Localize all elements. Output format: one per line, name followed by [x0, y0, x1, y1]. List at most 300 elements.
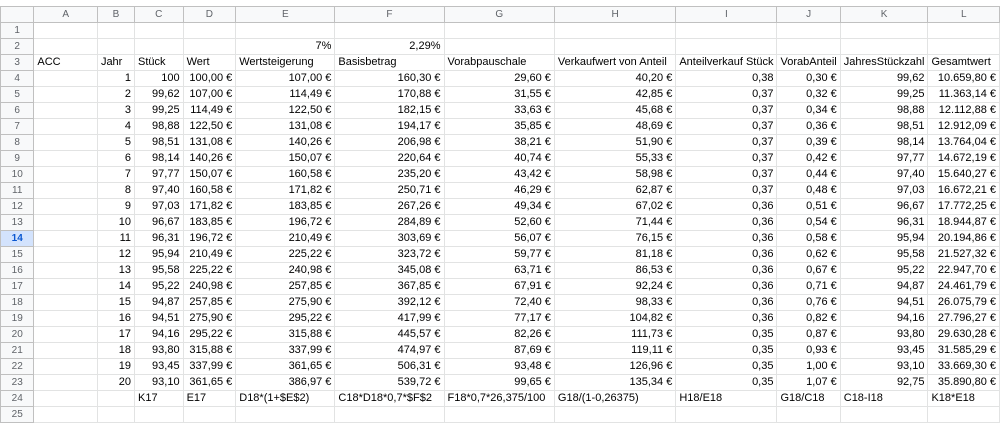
row-header[interactable]: 15 — [1, 247, 34, 263]
cell-k17[interactable]: 94,87 — [840, 279, 928, 295]
cell-a5[interactable] — [34, 87, 98, 103]
cell-l13[interactable]: 18.944,87 € — [928, 215, 1000, 231]
column-header-l[interactable]: L — [928, 7, 1000, 23]
row-header[interactable]: 16 — [1, 263, 34, 279]
cell-b4[interactable]: 1 — [97, 71, 134, 87]
cell-h9[interactable]: 55,33 € — [554, 151, 675, 167]
cell-l18[interactable]: 26.075,79 € — [928, 295, 1000, 311]
cell-j8[interactable]: 0,39 € — [777, 135, 840, 151]
cell-j16[interactable]: 0,67 € — [777, 263, 840, 279]
cell-g6[interactable]: 33,63 € — [444, 103, 554, 119]
cell-e8[interactable]: 140,26 € — [236, 135, 335, 151]
cell-k19[interactable]: 94,16 — [840, 311, 928, 327]
cell-k2[interactable] — [840, 39, 928, 55]
cell-b18[interactable]: 15 — [97, 295, 134, 311]
cell-i15[interactable]: 0,36 — [676, 247, 777, 263]
cell-k15[interactable]: 95,58 — [840, 247, 928, 263]
cell-i5[interactable]: 0,37 — [676, 87, 777, 103]
cell-i21[interactable]: 0,35 — [676, 343, 777, 359]
cell-k7[interactable]: 98,51 — [840, 119, 928, 135]
cell-k10[interactable]: 97,40 — [840, 167, 928, 183]
cell-c6[interactable]: 99,25 — [135, 103, 184, 119]
cell-d13[interactable]: 183,85 € — [183, 215, 236, 231]
cell-l2[interactable] — [928, 39, 1000, 55]
cell-d24[interactable]: E17 — [183, 391, 236, 407]
cell-i16[interactable]: 0,36 — [676, 263, 777, 279]
cell-g16[interactable]: 63,71 € — [444, 263, 554, 279]
cell-c12[interactable]: 97,03 — [135, 199, 184, 215]
cell-l19[interactable]: 27.796,27 € — [928, 311, 1000, 327]
cell-i4[interactable]: 0,38 — [676, 71, 777, 87]
cell-h4[interactable]: 40,20 € — [554, 71, 675, 87]
cell-c17[interactable]: 95,22 — [135, 279, 184, 295]
cell-g22[interactable]: 93,48 € — [444, 359, 554, 375]
cell-c8[interactable]: 98,51 — [135, 135, 184, 151]
cell-k11[interactable]: 97,03 — [840, 183, 928, 199]
cell-i23[interactable]: 0,35 — [676, 375, 777, 391]
row-header[interactable]: 11 — [1, 183, 34, 199]
cell-l5[interactable]: 11.363,14 € — [928, 87, 1000, 103]
cell-f1[interactable] — [335, 23, 444, 39]
cell-d9[interactable]: 140,26 € — [183, 151, 236, 167]
cell-a3[interactable]: ACC — [34, 55, 98, 71]
cell-i10[interactable]: 0,37 — [676, 167, 777, 183]
cell-d2[interactable] — [183, 39, 236, 55]
cell-b24[interactable] — [97, 391, 134, 407]
cell-h6[interactable]: 45,68 € — [554, 103, 675, 119]
row-header[interactable]: 12 — [1, 199, 34, 215]
cell-b5[interactable]: 2 — [97, 87, 134, 103]
cell-a10[interactable] — [34, 167, 98, 183]
cell-g8[interactable]: 38,21 € — [444, 135, 554, 151]
cell-j9[interactable]: 0,42 € — [777, 151, 840, 167]
cell-b1[interactable] — [97, 23, 134, 39]
cell-b10[interactable]: 7 — [97, 167, 134, 183]
cell-h18[interactable]: 98,33 € — [554, 295, 675, 311]
cell-e10[interactable]: 160,58 € — [236, 167, 335, 183]
cell-f25[interactable] — [335, 407, 444, 423]
cell-g7[interactable]: 35,85 € — [444, 119, 554, 135]
cell-d1[interactable] — [183, 23, 236, 39]
cell-j14[interactable]: 0,58 € — [777, 231, 840, 247]
cell-i22[interactable]: 0,35 — [676, 359, 777, 375]
cell-e6[interactable]: 122,50 € — [236, 103, 335, 119]
cell-c23[interactable]: 93,10 — [135, 375, 184, 391]
cell-h20[interactable]: 111,73 € — [554, 327, 675, 343]
cell-d17[interactable]: 240,98 € — [183, 279, 236, 295]
row-header[interactable]: 3 — [1, 55, 34, 71]
column-header-k[interactable]: K — [840, 7, 928, 23]
cell-a2[interactable] — [34, 39, 98, 55]
cell-b14[interactable]: 11 — [97, 231, 134, 247]
cell-c7[interactable]: 98,88 — [135, 119, 184, 135]
cell-d19[interactable]: 275,90 € — [183, 311, 236, 327]
cell-c9[interactable]: 98,14 — [135, 151, 184, 167]
cell-h25[interactable] — [554, 407, 675, 423]
row-header[interactable]: 20 — [1, 327, 34, 343]
cell-a22[interactable] — [34, 359, 98, 375]
cell-e11[interactable]: 171,82 € — [236, 183, 335, 199]
cell-g11[interactable]: 46,29 € — [444, 183, 554, 199]
cell-i25[interactable] — [676, 407, 777, 423]
cell-c15[interactable]: 95,94 — [135, 247, 184, 263]
cell-a24[interactable] — [34, 391, 98, 407]
cell-b16[interactable]: 13 — [97, 263, 134, 279]
cell-c10[interactable]: 97,77 — [135, 167, 184, 183]
cell-f14[interactable]: 303,69 € — [335, 231, 444, 247]
cell-c24[interactable]: K17 — [135, 391, 184, 407]
cell-j5[interactable]: 0,32 € — [777, 87, 840, 103]
cell-e14[interactable]: 210,49 € — [236, 231, 335, 247]
row-header[interactable]: 13 — [1, 215, 34, 231]
cell-e24[interactable]: D18*(1+$E$2) — [236, 391, 335, 407]
cell-c11[interactable]: 97,40 — [135, 183, 184, 199]
cell-c19[interactable]: 94,51 — [135, 311, 184, 327]
cell-a11[interactable] — [34, 183, 98, 199]
column-header-g[interactable]: G — [444, 7, 554, 23]
select-all-corner[interactable] — [1, 7, 34, 23]
cell-f19[interactable]: 417,99 € — [335, 311, 444, 327]
cell-c18[interactable]: 94,87 — [135, 295, 184, 311]
column-header-h[interactable]: H — [554, 7, 675, 23]
cell-g14[interactable]: 56,07 € — [444, 231, 554, 247]
cell-i2[interactable] — [676, 39, 777, 55]
cell-d6[interactable]: 114,49 € — [183, 103, 236, 119]
cell-j7[interactable]: 0,36 € — [777, 119, 840, 135]
cell-h22[interactable]: 126,96 € — [554, 359, 675, 375]
cell-c16[interactable]: 95,58 — [135, 263, 184, 279]
cell-i13[interactable]: 0,36 — [676, 215, 777, 231]
cell-b9[interactable]: 6 — [97, 151, 134, 167]
cell-a4[interactable] — [34, 71, 98, 87]
cell-k22[interactable]: 93,10 — [840, 359, 928, 375]
cell-c14[interactable]: 96,31 — [135, 231, 184, 247]
cell-j22[interactable]: 1,00 € — [777, 359, 840, 375]
cell-c22[interactable]: 93,45 — [135, 359, 184, 375]
cell-e16[interactable]: 240,98 € — [236, 263, 335, 279]
cell-i19[interactable]: 0,36 — [676, 311, 777, 327]
cell-l22[interactable]: 33.669,30 € — [928, 359, 1000, 375]
cell-f4[interactable]: 160,30 € — [335, 71, 444, 87]
cell-b6[interactable]: 3 — [97, 103, 134, 119]
cell-j25[interactable] — [777, 407, 840, 423]
cell-k24[interactable]: C18-I18 — [840, 391, 928, 407]
cell-l17[interactable]: 24.461,79 € — [928, 279, 1000, 295]
cell-b22[interactable]: 19 — [97, 359, 134, 375]
cell-h5[interactable]: 42,85 € — [554, 87, 675, 103]
cell-a23[interactable] — [34, 375, 98, 391]
cell-k21[interactable]: 93,45 — [840, 343, 928, 359]
cell-f21[interactable]: 474,97 € — [335, 343, 444, 359]
cell-d7[interactable]: 122,50 € — [183, 119, 236, 135]
cell-f9[interactable]: 220,64 € — [335, 151, 444, 167]
row-header[interactable]: 14 — [1, 231, 34, 247]
cell-h3[interactable]: Verkaufwert von Anteil — [554, 55, 675, 71]
cell-l9[interactable]: 14.672,19 € — [928, 151, 1000, 167]
cell-j10[interactable]: 0,44 € — [777, 167, 840, 183]
cell-e20[interactable]: 315,88 € — [236, 327, 335, 343]
cell-d5[interactable]: 107,00 € — [183, 87, 236, 103]
cell-g21[interactable]: 87,69 € — [444, 343, 554, 359]
cell-k25[interactable] — [840, 407, 928, 423]
cell-g13[interactable]: 52,60 € — [444, 215, 554, 231]
cell-g17[interactable]: 67,91 € — [444, 279, 554, 295]
cell-f10[interactable]: 235,20 € — [335, 167, 444, 183]
cell-g15[interactable]: 59,77 € — [444, 247, 554, 263]
cell-j23[interactable]: 1,07 € — [777, 375, 840, 391]
cell-f20[interactable]: 445,57 € — [335, 327, 444, 343]
cell-d12[interactable]: 171,82 € — [183, 199, 236, 215]
cell-d14[interactable]: 196,72 € — [183, 231, 236, 247]
cell-c3[interactable]: Stück — [135, 55, 184, 71]
cell-h7[interactable]: 48,69 € — [554, 119, 675, 135]
cell-k14[interactable]: 95,94 — [840, 231, 928, 247]
cell-l7[interactable]: 12.912,09 € — [928, 119, 1000, 135]
cell-j17[interactable]: 0,71 € — [777, 279, 840, 295]
cell-d15[interactable]: 210,49 € — [183, 247, 236, 263]
cell-g23[interactable]: 99,65 € — [444, 375, 554, 391]
cell-h23[interactable]: 135,34 € — [554, 375, 675, 391]
cell-h2[interactable] — [554, 39, 675, 55]
cell-f11[interactable]: 250,71 € — [335, 183, 444, 199]
cell-d20[interactable]: 295,22 € — [183, 327, 236, 343]
cell-f23[interactable]: 539,72 € — [335, 375, 444, 391]
cell-i17[interactable]: 0,36 — [676, 279, 777, 295]
cell-i7[interactable]: 0,37 — [676, 119, 777, 135]
cell-l12[interactable]: 17.772,25 € — [928, 199, 1000, 215]
cell-h19[interactable]: 104,82 € — [554, 311, 675, 327]
cell-f6[interactable]: 182,15 € — [335, 103, 444, 119]
column-header-j[interactable]: J — [777, 7, 840, 23]
cell-b3[interactable]: Jahr — [97, 55, 134, 71]
row-header[interactable]: 23 — [1, 375, 34, 391]
cell-b21[interactable]: 18 — [97, 343, 134, 359]
cell-c2[interactable] — [135, 39, 184, 55]
cell-f16[interactable]: 345,08 € — [335, 263, 444, 279]
cell-j13[interactable]: 0,54 € — [777, 215, 840, 231]
cell-a9[interactable] — [34, 151, 98, 167]
cell-f13[interactable]: 284,89 € — [335, 215, 444, 231]
cell-e7[interactable]: 131,08 € — [236, 119, 335, 135]
cell-a16[interactable] — [34, 263, 98, 279]
cell-b11[interactable]: 8 — [97, 183, 134, 199]
cell-h1[interactable] — [554, 23, 675, 39]
column-header-f[interactable]: F — [335, 7, 444, 23]
row-header[interactable]: 8 — [1, 135, 34, 151]
cell-c13[interactable]: 96,67 — [135, 215, 184, 231]
row-header[interactable]: 19 — [1, 311, 34, 327]
cell-l15[interactable]: 21.527,32 € — [928, 247, 1000, 263]
cell-j21[interactable]: 0,93 € — [777, 343, 840, 359]
cell-a12[interactable] — [34, 199, 98, 215]
cell-l1[interactable] — [928, 23, 1000, 39]
column-header-a[interactable]: A — [34, 7, 98, 23]
cell-a14[interactable] — [34, 231, 98, 247]
row-header[interactable]: 7 — [1, 119, 34, 135]
cell-l10[interactable]: 15.640,27 € — [928, 167, 1000, 183]
cell-l21[interactable]: 31.585,29 € — [928, 343, 1000, 359]
row-header[interactable]: 18 — [1, 295, 34, 311]
cell-h14[interactable]: 76,15 € — [554, 231, 675, 247]
cell-h8[interactable]: 51,90 € — [554, 135, 675, 151]
cell-b2[interactable] — [97, 39, 134, 55]
cell-e9[interactable]: 150,07 € — [236, 151, 335, 167]
cell-d11[interactable]: 160,58 € — [183, 183, 236, 199]
cell-c25[interactable] — [135, 407, 184, 423]
cell-k9[interactable]: 97,77 — [840, 151, 928, 167]
cell-f15[interactable]: 323,72 € — [335, 247, 444, 263]
cell-k1[interactable] — [840, 23, 928, 39]
cell-i12[interactable]: 0,36 — [676, 199, 777, 215]
row-header[interactable]: 21 — [1, 343, 34, 359]
cell-d8[interactable]: 131,08 € — [183, 135, 236, 151]
row-header[interactable]: 5 — [1, 87, 34, 103]
cell-j6[interactable]: 0,34 € — [777, 103, 840, 119]
cell-g9[interactable]: 40,74 € — [444, 151, 554, 167]
cell-e1[interactable] — [236, 23, 335, 39]
cell-k5[interactable]: 99,25 — [840, 87, 928, 103]
row-header[interactable]: 24 — [1, 391, 34, 407]
cell-b23[interactable]: 20 — [97, 375, 134, 391]
cell-h17[interactable]: 92,24 € — [554, 279, 675, 295]
cell-l4[interactable]: 10.659,80 € — [928, 71, 1000, 87]
cell-h13[interactable]: 71,44 € — [554, 215, 675, 231]
cell-i18[interactable]: 0,36 — [676, 295, 777, 311]
cell-i3[interactable]: Anteilverkauf Stück — [676, 55, 777, 71]
cell-e15[interactable]: 225,22 € — [236, 247, 335, 263]
column-header-i[interactable]: I — [676, 7, 777, 23]
cell-g18[interactable]: 72,40 € — [444, 295, 554, 311]
column-header-c[interactable]: C — [135, 7, 184, 23]
cell-a1[interactable] — [34, 23, 98, 39]
cell-k3[interactable]: JahresStückzahl — [840, 55, 928, 71]
cell-k20[interactable]: 93,80 — [840, 327, 928, 343]
row-header[interactable]: 9 — [1, 151, 34, 167]
cell-e13[interactable]: 196,72 € — [236, 215, 335, 231]
cell-j18[interactable]: 0,76 € — [777, 295, 840, 311]
cell-k16[interactable]: 95,22 — [840, 263, 928, 279]
cell-c20[interactable]: 94,16 — [135, 327, 184, 343]
cell-k8[interactable]: 98,14 — [840, 135, 928, 151]
cell-l11[interactable]: 16.672,21 € — [928, 183, 1000, 199]
cell-e23[interactable]: 386,97 € — [236, 375, 335, 391]
cell-d22[interactable]: 337,99 € — [183, 359, 236, 375]
cell-d25[interactable] — [183, 407, 236, 423]
cell-l8[interactable]: 13.764,04 € — [928, 135, 1000, 151]
cell-i9[interactable]: 0,37 — [676, 151, 777, 167]
cell-i14[interactable]: 0,36 — [676, 231, 777, 247]
cell-a6[interactable] — [34, 103, 98, 119]
cell-d4[interactable]: 100,00 € — [183, 71, 236, 87]
cell-j4[interactable]: 0,30 € — [777, 71, 840, 87]
cell-b13[interactable]: 10 — [97, 215, 134, 231]
cell-f5[interactable]: 170,88 € — [335, 87, 444, 103]
cell-a19[interactable] — [34, 311, 98, 327]
row-header[interactable]: 10 — [1, 167, 34, 183]
cell-g10[interactable]: 43,42 € — [444, 167, 554, 183]
cell-l3[interactable]: Gesamtwert — [928, 55, 1000, 71]
cell-i24[interactable]: H18/E18 — [676, 391, 777, 407]
cell-g5[interactable]: 31,55 € — [444, 87, 554, 103]
cell-d23[interactable]: 361,65 € — [183, 375, 236, 391]
cell-f24[interactable]: C18*D18*0,7*$F$2 — [335, 391, 444, 407]
cell-j24[interactable]: G18/C18 — [777, 391, 840, 407]
cell-c21[interactable]: 93,80 — [135, 343, 184, 359]
row-header[interactable]: 17 — [1, 279, 34, 295]
cell-e22[interactable]: 361,65 € — [236, 359, 335, 375]
cell-k23[interactable]: 92,75 — [840, 375, 928, 391]
cell-f2[interactable]: 2,29% — [335, 39, 444, 55]
cell-j20[interactable]: 0,87 € — [777, 327, 840, 343]
cell-f17[interactable]: 367,85 € — [335, 279, 444, 295]
cell-e25[interactable] — [236, 407, 335, 423]
column-header-d[interactable]: D — [183, 7, 236, 23]
row-header[interactable]: 6 — [1, 103, 34, 119]
cell-e5[interactable]: 114,49 € — [236, 87, 335, 103]
cell-a20[interactable] — [34, 327, 98, 343]
cell-f3[interactable]: Basisbetrag — [335, 55, 444, 71]
cell-d16[interactable]: 225,22 € — [183, 263, 236, 279]
cell-e18[interactable]: 275,90 € — [236, 295, 335, 311]
cell-b17[interactable]: 14 — [97, 279, 134, 295]
row-header[interactable]: 1 — [1, 23, 34, 39]
cell-l6[interactable]: 12.112,88 € — [928, 103, 1000, 119]
cell-b20[interactable]: 17 — [97, 327, 134, 343]
cell-e21[interactable]: 337,99 € — [236, 343, 335, 359]
cell-a15[interactable] — [34, 247, 98, 263]
cell-b12[interactable]: 9 — [97, 199, 134, 215]
cell-j3[interactable]: VorabAnteil — [777, 55, 840, 71]
cell-f7[interactable]: 194,17 € — [335, 119, 444, 135]
row-header[interactable]: 4 — [1, 71, 34, 87]
cell-a21[interactable] — [34, 343, 98, 359]
cell-c5[interactable]: 99,62 — [135, 87, 184, 103]
cell-f12[interactable]: 267,26 € — [335, 199, 444, 215]
cell-h15[interactable]: 81,18 € — [554, 247, 675, 263]
cell-j1[interactable] — [777, 23, 840, 39]
cell-g20[interactable]: 82,26 € — [444, 327, 554, 343]
cell-l14[interactable]: 20.194,86 € — [928, 231, 1000, 247]
cell-d21[interactable]: 315,88 € — [183, 343, 236, 359]
cell-f8[interactable]: 206,98 € — [335, 135, 444, 151]
cell-a25[interactable] — [34, 407, 98, 423]
cell-k6[interactable]: 98,88 — [840, 103, 928, 119]
cell-c4[interactable]: 100 — [135, 71, 184, 87]
cell-h24[interactable]: G18/(1-0,26375) — [554, 391, 675, 407]
cell-l23[interactable]: 35.890,80 € — [928, 375, 1000, 391]
cell-c1[interactable] — [135, 23, 184, 39]
cell-h12[interactable]: 67,02 € — [554, 199, 675, 215]
row-header[interactable]: 25 — [1, 407, 34, 423]
cell-a13[interactable] — [34, 215, 98, 231]
cell-g4[interactable]: 29,60 € — [444, 71, 554, 87]
cell-l16[interactable]: 22.947,70 € — [928, 263, 1000, 279]
cell-h16[interactable]: 86,53 € — [554, 263, 675, 279]
cell-a8[interactable] — [34, 135, 98, 151]
cell-g1[interactable] — [444, 23, 554, 39]
cell-a18[interactable] — [34, 295, 98, 311]
cell-k13[interactable]: 96,31 — [840, 215, 928, 231]
cell-b25[interactable] — [97, 407, 134, 423]
cell-e3[interactable]: Wertsteigerung — [236, 55, 335, 71]
cell-i1[interactable] — [676, 23, 777, 39]
cell-k18[interactable]: 94,51 — [840, 295, 928, 311]
cell-h11[interactable]: 62,87 € — [554, 183, 675, 199]
cell-d3[interactable]: Wert — [183, 55, 236, 71]
cell-i6[interactable]: 0,37 — [676, 103, 777, 119]
cell-g24[interactable]: F18*0,7*26,375/100 — [444, 391, 554, 407]
cell-e2[interactable]: 7% — [236, 39, 335, 55]
